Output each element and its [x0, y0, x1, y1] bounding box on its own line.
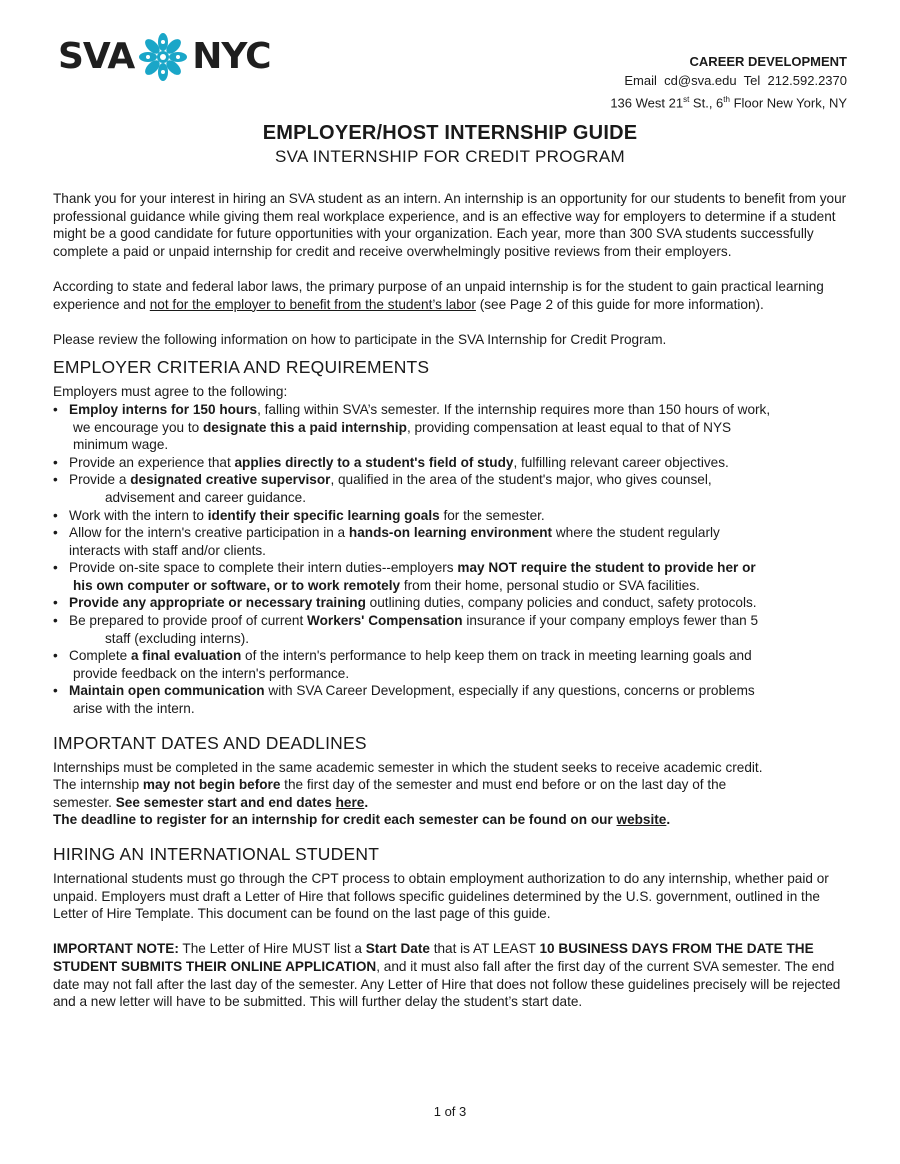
logo-text-right: NYC	[192, 36, 271, 77]
international-paragraph: International students must go through the CPT process to obtain employment authorization to do any internship, whether paid or unpaid. Employers must draft a Letter of Hire that follows specific guidelines determined by the U.S. government, outlined in the Letter of Hire Template. This document can be found on the last page of this guide.	[53, 871, 829, 922]
text: (see Page 2 of this guide for more information).	[475, 296, 764, 312]
list-item: • Employ interns for 150 hours, falling within SVA’s semester. If the internship requires more than 150 hours of work, we encourage you to designate this a paid internship, providing compensation at least equal to that of NYS minimum wage.	[53, 401, 853, 454]
list-item: • Complete a final evaluation of the intern's performance to help keep them on track in meeting learning goals and provide feedback on the intern's performance.	[53, 647, 853, 682]
contact-title: CAREER DEVELOPMENT	[689, 54, 847, 69]
tel-number: 212.592.2370	[767, 73, 847, 88]
email-label: Email	[624, 73, 657, 88]
address-sup: st	[683, 95, 690, 104]
address-part: 136 West 21	[610, 95, 684, 111]
list-item: • Be prepared to provide proof of current Workers' Compensation insurance if your company employs fewer than 5 staff (excluding interns).	[53, 612, 853, 647]
intro-paragraph: Thank you for your interest in hiring an SVA student as an intern. An internship is an opportunity for our students to benefit from your professional guidance while giving them real workplace experience, and is an effective way for employers to determine if a student might be a good candidate for future opportunities with your organization. Each year, more than 300 SVA students successfully complete a paid or unpaid internship for credit and receive overwhelmingly positive reviews from their employers.	[53, 191, 847, 259]
contact-line	[610, 71, 847, 90]
list-item: • Provide any appropriate or necessary training outlining duties, company policies and conduct, safety protocols.	[53, 594, 853, 612]
section-heading-international: HIRING AN INTERNATIONAL STUDENT	[53, 844, 380, 864]
list-item: • Work with the intern to identify their specific learning goals for the semester.	[53, 507, 853, 525]
page-title: EMPLOYER/HOST INTERNSHIP GUIDE	[262, 122, 638, 144]
contact-block	[610, 52, 847, 112]
labor-paragraph	[53, 278, 853, 313]
dates-line: The internship may not begin before the first day of the semester and must end before or on the last day of the	[53, 777, 727, 793]
page-number: 1 of 3	[433, 1104, 467, 1119]
list-item: • Provide an experience that applies directly to a student's field of study, fulfilling relevant career objectives.	[53, 454, 853, 472]
dates-line: semester. See semester start and end dates here.	[53, 794, 369, 810]
email-link[interactable]: cd@sva.edu	[664, 73, 737, 88]
website-link[interactable]: website	[616, 812, 667, 828]
document-body	[53, 190, 853, 1011]
list-item: • Provide a designated creative supervisor, qualified in the area of the student's major, who gives counsel, advisement and career guidance.	[53, 471, 853, 506]
dates-line: Internships must be completed in the same academic semester in which the student seeks to receive academic credit.	[53, 759, 763, 775]
title-block	[0, 122, 900, 167]
sva-nyc-logo[interactable]	[58, 30, 271, 84]
deadline-line: The deadline to register for an internship for credit each semester can be found on our website.	[53, 812, 671, 828]
list-item: • Maintain open communication with SVA Career Development, especially if any questions, concerns or problems arise with the intern.	[53, 682, 853, 717]
flower-logo-icon	[137, 31, 189, 83]
address-part: St., 6	[689, 95, 724, 111]
review-paragraph: Please review the following information on how to participate in the SVA Internship for Credit Program.	[53, 331, 667, 347]
address-line	[610, 90, 847, 112]
underlined-text: not for the employer to benefit from the student’s labor	[149, 296, 476, 312]
list-item: • Provide on-site space to complete their intern duties--employers may NOT require the student to provide her or his own computer or software, or to work remotely from their home, personal studio or SVA facilities.	[53, 559, 853, 594]
tel-label: Tel	[743, 73, 761, 88]
here-link[interactable]: here	[335, 794, 365, 810]
logo-text-left: SVA	[58, 36, 135, 77]
important-note: IMPORTANT NOTE: The Letter of Hire MUST list a Start Date that is AT LEAST 10 BUSINESS DAYS FROM THE DATE THE STUDENT SUBMITS THEIR ONLINE APPLICATION, and it must also fall after the first day of the current SVA semester. The end date may not fall after the last day of the semester. Any Letter of Hire that does not follow these guidelines precisely will be rejected and a new letter will have to be submitted. This will further delay the student’s start date.	[53, 941, 841, 1010]
page-subtitle: SVA INTERNSHIP FOR CREDIT PROGRAM	[275, 147, 625, 166]
text: According to state and federal labor laws, the primary purpose of an unpaid internship is for the student to gain practical learning experience and	[53, 278, 824, 312]
address-sup: th	[723, 95, 730, 104]
section-heading-dates: IMPORTANT DATES AND DEADLINES	[53, 732, 367, 753]
criteria-list	[53, 401, 853, 718]
list-item: • Allow for the intern's creative participation in a hands-on learning environment where the student regularly interacts with staff and/or clients.	[53, 524, 853, 559]
address-part: Floor New York, NY	[729, 95, 847, 111]
criteria-lead: Employers must agree to the following:	[53, 384, 288, 400]
section-heading-criteria: EMPLOYER CRITERIA AND REQUIREMENTS	[53, 357, 430, 378]
